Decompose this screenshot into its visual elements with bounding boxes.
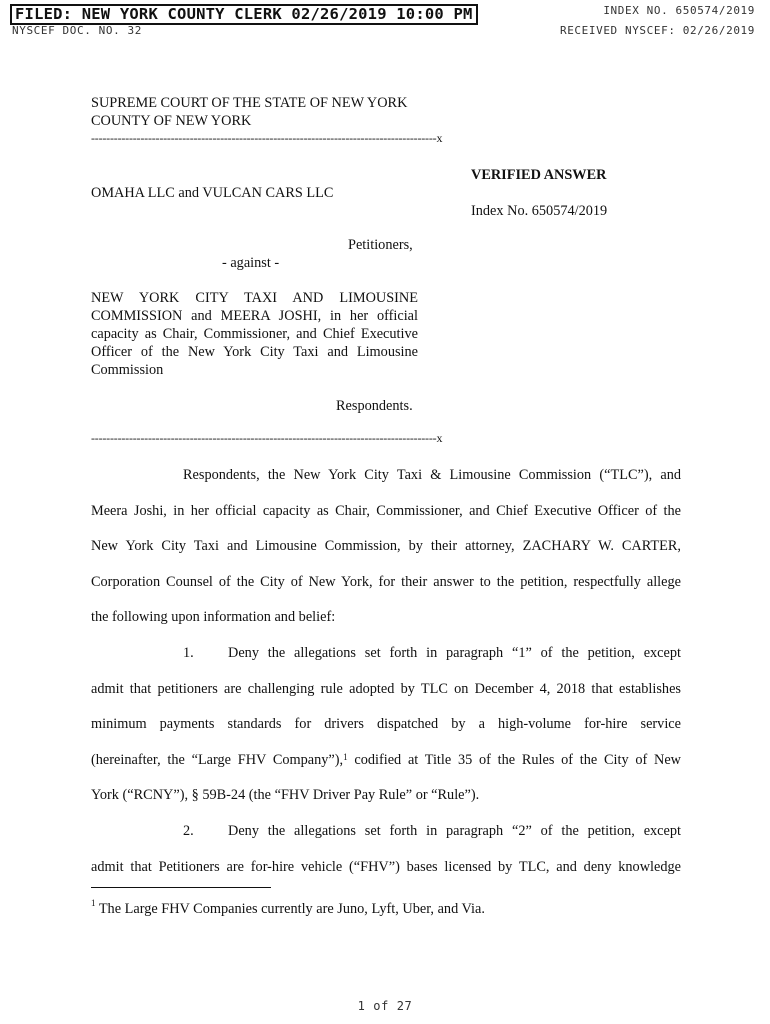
text-line [91,743,681,779]
footnote-text: The Large FHV Companies currently are Juno, Lyft, Uber, and Via. [95,901,485,917]
p2-line-1: Deny the allegations set forth in paragraph “2” of the petition, except [228,823,681,839]
p1-line-3: minimum payments standards for drivers dispatched by a high-volume for-hire service [91,716,681,733]
filed-stamp: FILED: NEW YORK COUNTY CLERK 02/26/2019 10:00 PM [10,4,478,25]
text-line [91,458,681,494]
index-number-header: INDEX NO. 650574/2019 [603,4,755,17]
intro-line-3: New York City Taxi and Limousine Commission, by their attorney, ZACHARY W. CARTER, [91,538,681,555]
received-date: RECEIVED NYSCEF: 02/26/2019 [559,24,755,37]
p1-line-2: admit that petitioners are challenging rule adopted by TLC on December 4, 2018 that establishes [91,680,681,697]
intro-line-5: the following upon information and belief: [91,609,336,626]
intro-line-1: Respondents, the New York City Taxi & Limousine Commission (“TLC”), and [183,467,681,483]
p2-line-2: admit that Petitioners are for-hire vehicle (“FHV”) bases licensed by TLC, and deny knowledge [91,858,681,875]
page-number: 1 of 27 [357,999,413,1013]
text-line [91,636,681,672]
p1-line-1: Deny the allegations set forth in paragraph “1” of the petition, except [228,645,681,661]
caption-divider-top: -------------------------------------------------------------------------------------------x [91,131,443,145]
document-title: VERIFIED ANSWER [471,167,607,183]
p1-line-4a: (hereinafter, the “Large FHV Company”), [91,751,344,768]
intro-paragraph [91,458,681,636]
p1-line-4b: codified at Title 35 of the Rules of the City of New [347,751,681,768]
petitioner-names: OMAHA LLC and VULCAN CARS LLC [91,185,334,201]
intro-line-4: Corporation Counsel of the City of New York, for their answer to the petition, respectfully allege [91,573,681,590]
footnote [91,898,485,918]
paragraph-2 [91,814,681,885]
p1-line-5: York (“RCNY”), § 59B-24 (the “FHV Driver Pay Rule” or “Rule”). [91,787,480,804]
footnote-reference: 1 [343,751,348,762]
index-number: Index No. 650574/2019 [471,203,608,219]
petitioners-label: Petitioners, [348,237,413,253]
intro-line-2: Meera Joshi, in her official capacity as Chair, Commissioner, and Chief Executive Officer of the [91,502,681,519]
paragraph-number: 1. [183,645,194,661]
county-name: COUNTY OF NEW YORK [91,113,252,129]
court-name: SUPREME COURT OF THE STATE OF NEW YORK [91,95,408,111]
against-label: - against - [222,255,280,271]
respondent-names: NEW YORK CITY TAXI AND LIMOUSINE COMMISSION and MEERA JOSHI, in her official capacity as Chair, Commissioner, and Chief Executive Officer of the New York City Taxi and Limousine Commission [91,290,418,378]
text-line [91,814,681,850]
nyscef-doc-number: NYSCEF DOC. NO. 32 [12,24,143,37]
footnote-marker: 1 [91,898,96,908]
paragraph-1 [91,636,681,814]
paragraph-number: 2. [183,823,194,839]
footnote-divider [91,887,271,888]
caption-divider-bottom: -------------------------------------------------------------------------------------------x [91,431,443,445]
respondents-label: Respondents. [336,398,413,414]
